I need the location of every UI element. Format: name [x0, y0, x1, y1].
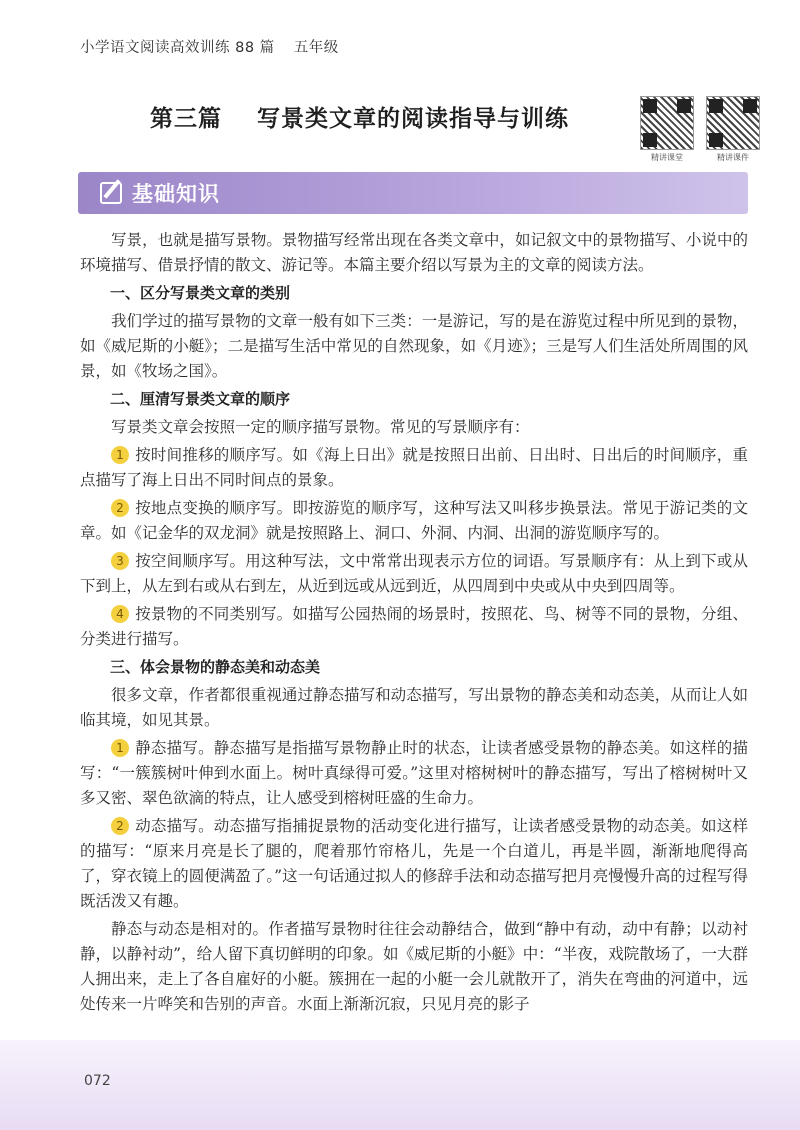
number-badge: 4 [111, 605, 129, 623]
qr-code-group [640, 96, 760, 163]
beauty-item [80, 814, 748, 914]
number-badge: 3 [111, 552, 129, 570]
number-badge: 1 [111, 446, 129, 464]
chapter-name: 写景类文章的阅读指导与训练 [257, 106, 570, 132]
article-body [80, 228, 748, 1020]
pencil-note-icon [100, 182, 122, 204]
section-title: 基础知识 [132, 182, 220, 206]
number-badge: 2 [111, 499, 129, 517]
order-item [80, 549, 748, 599]
qr-code-icon [640, 96, 694, 150]
running-header [80, 36, 353, 57]
heading-order: 二、厘清写景类文章的顺序 [110, 390, 291, 408]
qr-code-lecture[interactable] [640, 96, 694, 163]
number-badge: 2 [111, 817, 129, 835]
beauty-item [80, 736, 748, 811]
section-banner [78, 172, 748, 214]
qr-label: 精讲课堂 [651, 153, 683, 162]
order-item-text: 按空间顺序写。用这种写法，文中常常出现表示方位的词语。写景顺序有：从上到下或从下到上，从左到右或从右到左，从近到远或从远到近，从四周到中央或从中央到四周等。 [80, 552, 748, 595]
chapter-part: 第三篇 [150, 106, 222, 132]
order-item [80, 602, 748, 652]
combination-paragraph: 静态与动态是相对的。作者描写景物时往往会动静结合，做到“静中有动，动中有静；以动衬静，以静衬动”，给人留下真切鲜明的印象。如《威尼斯的小艇》中：“半夜，戏院散场了，一大群人拥出来，走上了各自雇好的小艇。簇拥在一起的小艇一会儿就散开了，消失在弯曲的河道中，远处传来一片哗笑和告别的声音。水面上渐渐沉寂，只见月亮的影子 [80, 920, 748, 1013]
heading-categories: 一、区分写景类文章的类别 [110, 284, 291, 302]
grade-label: 五年级 [293, 40, 339, 56]
number-badge: 1 [111, 739, 129, 757]
page-number: 072 [84, 1073, 111, 1089]
order-item-text: 按地点变换的顺序写。即按游览的顺序写，这种写法又叫移步换景法。常见于游记类的文章。如《记金华的双龙洞》就是按照路上、洞口、外洞、内洞、出洞的游览顺序写的。 [80, 499, 748, 542]
qr-label: 精讲课件 [717, 153, 749, 162]
order-item-text: 按景物的不同类别写。如描写公园热闹的场景时，按照花、鸟、树等不同的景物，分组、分类进行描写。 [80, 605, 748, 648]
footer-band [0, 1040, 800, 1130]
book-title: 小学语文阅读高效训练 88 篇 [80, 40, 275, 56]
chapter-title [150, 100, 569, 133]
order-item-text: 按时间推移的顺序写。如《海上日出》就是按照日出前、日出时、日出后的时间顺序，重点描写了海上日出不同时间点的景象。 [80, 446, 748, 489]
order-item [80, 496, 748, 546]
categories-paragraph: 我们学过的描写景物的文章一般有如下三类：一是游记，写的是在游览过程中所见到的景物，如《威尼斯的小艇》；二是描写生活中常见的自然现象，如《月迹》；三是写人们生活处所周围的风景，如《牧场之国》。 [80, 312, 748, 380]
qr-code-slides[interactable] [706, 96, 760, 163]
qr-code-icon [706, 96, 760, 150]
beauty-item-text: 动态描写。动态描写指捕捉景物的活动变化进行描写，让读者感受景物的动态美。如这样的描写：“原来月亮是长了腿的，爬着那竹帘格儿，先是一个白道儿，再是半圆，渐渐地爬得高了，穿衣镜上的圆便满盈了。”这一句话通过拟人的修辞手法和动态描写把月亮慢慢升高的过程写得既活泼又有趣。 [80, 817, 748, 910]
beauty-intro-paragraph: 很多文章，作者都很重视通过静态描写和动态描写，写出景物的静态美和动态美，从而让人如临其境，如见其景。 [80, 686, 748, 729]
beauty-item-text: 静态描写。静态描写是指描写景物静止时的状态，让读者感受景物的静态美。如这样的描写：“一簇簇树叶伸到水面上。树叶真绿得可爱。”这里对榕树树叶的静态描写，写出了榕树树叶又多又密、翠色欲滴的特点，让人感受到榕树旺盛的生命力。 [80, 739, 748, 807]
intro-paragraph: 写景，也就是描写景物。景物描写经常出现在各类文章中，如记叙文中的景物描写、小说中的环境描写、借景抒情的散文、游记等。本篇主要介绍以写景为主的文章的阅读方法。 [80, 231, 748, 274]
order-intro-paragraph: 写景类文章会按照一定的顺序描写景物。常见的写景顺序有： [111, 418, 530, 436]
heading-beauty: 三、体会景物的静态美和动态美 [110, 658, 321, 676]
order-item [80, 443, 748, 493]
